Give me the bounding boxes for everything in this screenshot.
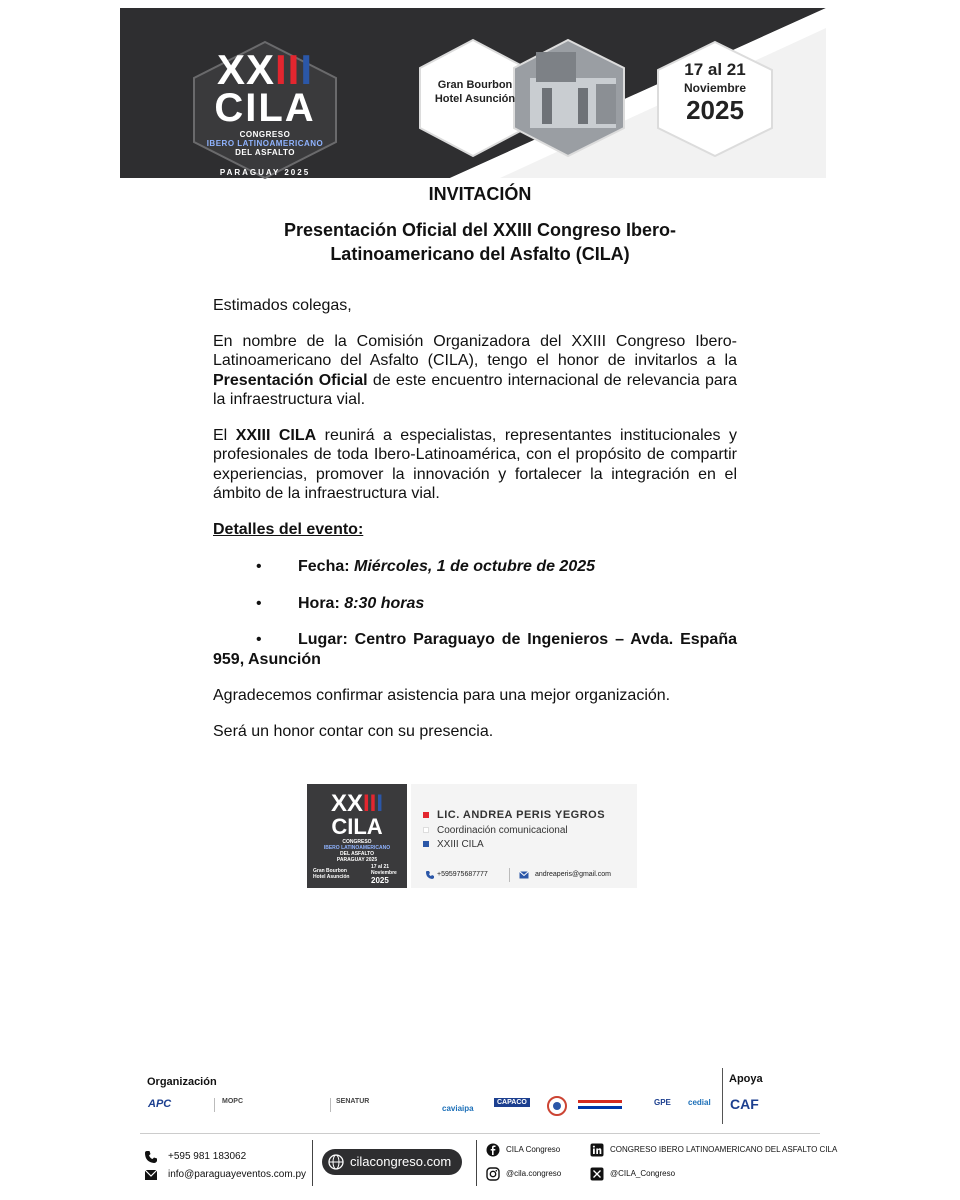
logo-subtitle: CONGRESO IBERO LATINOAMERICANO DEL ASFALTO — [206, 130, 324, 157]
details-heading: Detalles del evento: — [213, 520, 364, 538]
paragraph-description: El XXIII CILA reunirá a especialistas, representantes institucionales y profesionales de toda Ibero-Latinoamérica, con el propósito de compartir experiencias, promover la innovación y fortalecer la integración en el ámbito de la infraestructura vial. — [213, 426, 738, 502]
sponsor-mopc: MOPC — [222, 1098, 243, 1105]
footer-divider — [140, 1133, 820, 1134]
sponsor-flag-icon — [578, 1098, 622, 1112]
event-dates: 17 al 21 Noviembre 2025 — [683, 60, 747, 125]
sponsor-seal-icon — [546, 1096, 568, 1116]
phone-icon — [425, 870, 435, 880]
linkedin-icon — [590, 1143, 604, 1157]
logo-roman-numeral: XXIII — [216, 46, 314, 93]
facebook-icon — [486, 1143, 500, 1157]
detail-fecha: • Fecha: Miércoles, 1 de octubre de 2025 — [256, 558, 596, 575]
invitation-heading: INVITACIÓN — [428, 184, 532, 204]
organizacion-label: Organización — [147, 1076, 217, 1088]
signature-phone: +595975687777 — [437, 871, 488, 878]
document-title: Presentación Oficial del XXIII Congreso Ibero-Latinoamericano del Asfalto (CILA) — [283, 220, 677, 264]
sponsor-separator — [214, 1098, 215, 1112]
detail-lugar: • Lugar: Centro Paraguayo de Ingenieros – Avda. España 959, Asunción — [213, 631, 737, 668]
sponsor-caviaipa: caviaipa — [442, 1104, 474, 1113]
logo-country-year: PARAGUAY 2025 — [219, 168, 311, 177]
footer-linkedin[interactable]: CONGRESO IBERO LATINOAMERICANO DEL ASFALTO CILA — [610, 1145, 838, 1154]
footer-email[interactable]: info@paraguayeventos.com.py — [168, 1169, 307, 1180]
thanks-line: Agradecemos confirmar asistencia para una mejor organización. — [213, 687, 671, 704]
signature-email: andreaperis@gmail.com — [535, 871, 611, 878]
sponsor-gpe: GPE — [654, 1098, 671, 1107]
globe-icon — [328, 1154, 344, 1170]
footer-facebook[interactable]: CILA Congreso — [506, 1145, 561, 1154]
signature-org: XXIII CILA — [423, 839, 484, 850]
greeting: Estimados colegas, — [213, 297, 352, 314]
sponsor-senatur: SENATUR — [336, 1098, 370, 1105]
footer-divider-1 — [312, 1140, 313, 1186]
signature-details — [411, 784, 637, 888]
signature-divider — [509, 868, 510, 882]
sponsor-apc: APC — [148, 1098, 172, 1110]
footer-instagram[interactable]: @cila.congreso — [506, 1169, 562, 1178]
signature-logo: XXIII CILA CONGRESO IBERO LATINOAMERICANO DEL ASFALTO PARAGUAY 2025 Gran Bourbon Hotel Asunción 17 al 21 Noviembre 2025 — [307, 784, 407, 888]
footer-divider-2 — [476, 1140, 477, 1186]
sponsor-separator — [330, 1098, 331, 1112]
apoya-label: Apoya — [729, 1073, 763, 1085]
sponsor-cedial: cedial — [688, 1098, 711, 1107]
footer-phone[interactable]: +595 981 183062 — [168, 1151, 247, 1162]
footer-vertical-divider — [722, 1068, 723, 1124]
signature-role: Coordinación comunicacional — [423, 825, 568, 836]
email-icon — [144, 1168, 158, 1182]
closing-line: Será un honor contar con su presencia. — [213, 722, 494, 740]
footer-x[interactable]: @CILA_Congreso — [610, 1169, 676, 1178]
instagram-icon — [486, 1167, 500, 1181]
signature-name: LIC. ANDREA PERIS YEGROS — [423, 809, 605, 821]
support-caf: CAF — [730, 1096, 759, 1112]
venue-label: Gran Bourbon Hotel Asunción — [434, 79, 516, 105]
website-button[interactable] — [322, 1149, 462, 1175]
paragraph-intro: En nombre de la Comisión Organizadora del XXIII Congreso Ibero-Latinoamericano del Asfalto (CILA), tengo el honor de invitarlos a la Presentación Oficial de este encuentro internacional de relevancia para la infraestructura vial. — [213, 332, 738, 408]
sponsor-capaco: CAPACO — [494, 1098, 530, 1107]
logo-name: CILA — [214, 86, 316, 130]
letter-body — [213, 296, 737, 757]
phone-icon — [144, 1150, 158, 1164]
x-twitter-icon — [590, 1167, 604, 1181]
signature-card — [307, 784, 637, 888]
email-icon — [519, 871, 529, 879]
detail-hora: • Hora: 8:30 horas — [256, 594, 425, 612]
cila-logo — [190, 40, 340, 180]
website-label: cilacongreso.com — [350, 1154, 452, 1169]
